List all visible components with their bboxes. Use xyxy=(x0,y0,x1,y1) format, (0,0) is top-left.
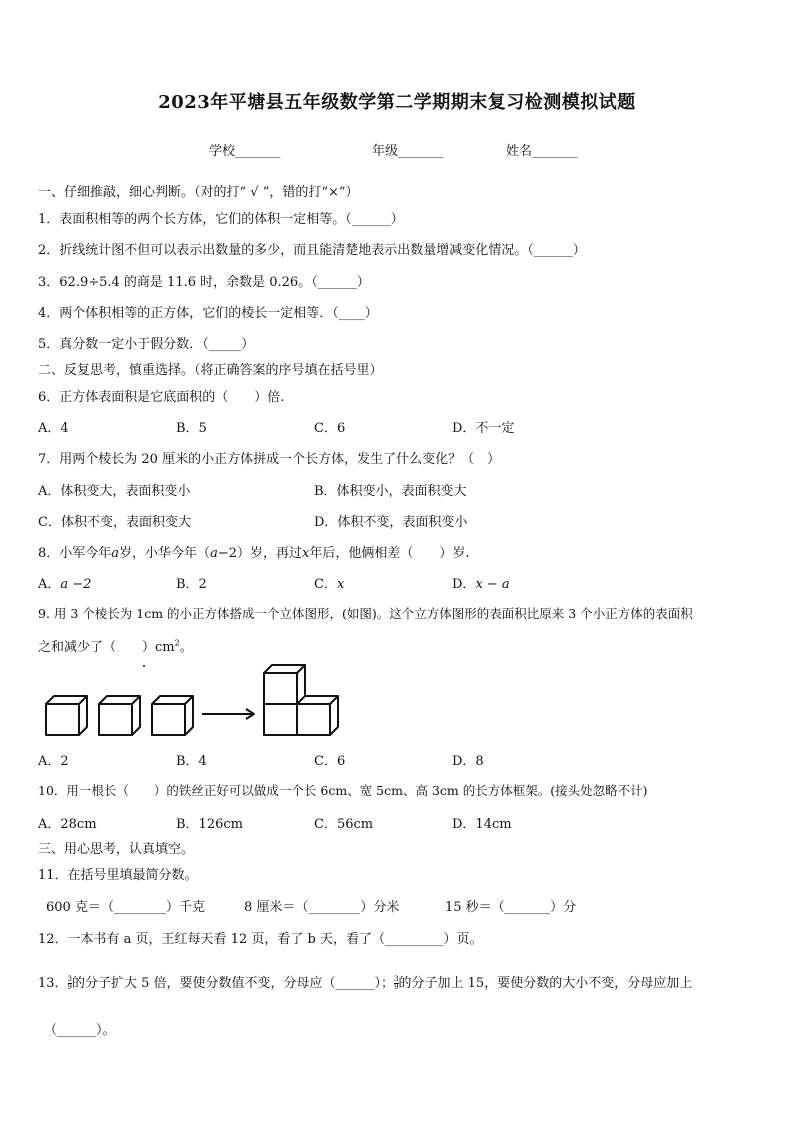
question-9-line2: 之和减少了（ ）$cm^2$。 xyxy=(38,638,193,655)
q7-option-d: D．体积不变，表面积变小 xyxy=(314,515,468,530)
question-2: 2．折线统计图不但可以表示出数量的多少，而且能清楚地表示出数量增减变化情况。（______） xyxy=(38,243,586,258)
q7-option-c: C．体积不变，表面积变大 xyxy=(38,515,191,530)
q6-option-c: C．6 xyxy=(314,421,346,436)
q11-part-1: 600 克＝（________）千克 xyxy=(46,900,205,915)
small-cube-3 xyxy=(152,696,193,735)
question-11: 11．在括号里填最简分数。 xyxy=(38,868,198,883)
question-12: 12．一本书有 a 页，王红每天看 12 页，看了 b 天，看了（_________）页。 xyxy=(38,932,483,947)
q8-option-a: A．a −2 xyxy=(38,577,92,592)
q6-option-b: B．5 xyxy=(176,421,207,436)
section3-heading: 三、用心思考，认真填空。 xyxy=(38,842,195,857)
question-13-line2: （______）。 xyxy=(44,1023,116,1038)
q9-option-a: A．2 xyxy=(38,754,69,769)
page-title: 2023年平塘县五年级数学第二学期期末复习检测模拟试题 xyxy=(158,92,636,113)
q10-option-c: C．56cm xyxy=(314,817,374,832)
q8-var-a-2: a xyxy=(210,546,218,561)
grade-field: 年级_______ xyxy=(372,144,444,159)
cubes-figure xyxy=(40,662,340,740)
q8-var-x: x xyxy=(302,546,310,561)
section2-heading: 二、反复思考，慎重选择。（将正确答案的序号填在括号里） xyxy=(38,363,383,378)
q6-option-a: A．4 xyxy=(38,421,69,436)
question-7: 7．用两个棱长为 20 厘米的小正方体拼成一个长方体，发生了什么变化？（ ） xyxy=(38,452,501,467)
arrow-icon xyxy=(202,709,254,719)
stray-dot xyxy=(143,665,145,667)
question-9-line1: 9. 用 3 个棱长为 1cm 的小正方体搭成一个立体图形，(如图)。这个立方体图形的表面积比原来 3 个小正方体的表面积 xyxy=(38,606,693,621)
small-cube-1 xyxy=(46,696,87,735)
q13-fraction-1: $\frac{3}{9}$ xyxy=(67,975,73,991)
q8-text-c: −2）岁，再过 xyxy=(217,546,302,561)
q10-option-d: D．14cm xyxy=(452,817,512,832)
q7-option-b: B．体积变小，表面积变大 xyxy=(314,484,467,499)
question-3: 3．62.9÷5.4 的商是 11.6 时，余数是 0.26。（______） xyxy=(38,275,370,290)
q8-text-b: 岁，小华今年（ xyxy=(119,546,211,561)
small-cube-2 xyxy=(99,696,140,735)
q11-part-2: 8 厘米＝（________）分米 xyxy=(244,900,400,915)
q13-fraction-2: $\frac{3}{9}$ xyxy=(394,975,399,991)
question-10: 10．用一根长（ ）的铁丝正好可以做成一个长 6cm、宽 5cm、高 3cm 的长方体框架。(接头处忽略不计) xyxy=(38,783,648,798)
q11-part-3: 15 秒＝（_______）分 xyxy=(445,900,577,915)
q10-option-a: A．28cm xyxy=(38,817,97,832)
q8-option-b: B．2 xyxy=(176,577,207,592)
q7-option-a: A．体积变大，表面积变小 xyxy=(38,484,191,499)
question-13: 13． $\frac{3}{9}$ 的分子扩大 5 倍，要使分数值不变，分母应（______）； $\frac{3}{9}$ 的分子加上 15，要使分数的大小不变，分母应加上 xyxy=(38,975,693,991)
question-8 xyxy=(38,542,469,561)
q9-option-b: B．4 xyxy=(176,754,207,769)
q8-text-d: 年后，他俩相差（ ）岁. xyxy=(309,546,470,561)
combined-cubes xyxy=(264,665,338,735)
q9-option-d: D．8 xyxy=(452,754,484,769)
q8-var-a: a xyxy=(111,546,120,561)
q8-option-c: C．x xyxy=(314,577,345,592)
section1-heading: 一、仔细推敲，细心判断。（对的打“ √ ”，错的打“×”） xyxy=(38,185,359,200)
question-5: 5．真分数一定小于假分数．（_____） xyxy=(38,337,255,352)
name-field: 姓名_______ xyxy=(506,144,578,159)
q8-option-d: D．x − a xyxy=(452,577,510,592)
question-6: 6．正方体表面积是它底面积的（ ）倍. xyxy=(38,390,285,405)
q6-option-d: D．不一定 xyxy=(452,421,515,436)
q9-option-c: C．6 xyxy=(314,754,346,769)
school-field: 学校_______ xyxy=(209,144,281,159)
q8-text-a: 8．小军今年 xyxy=(38,546,112,561)
q10-option-b: B．126cm xyxy=(176,817,243,832)
question-4: 4．两个体积相等的正方体，它们的棱长一定相等．（____） xyxy=(38,306,378,321)
question-1: 1．表面积相等的两个长方体，它们的体积一定相等。（______） xyxy=(38,212,404,227)
